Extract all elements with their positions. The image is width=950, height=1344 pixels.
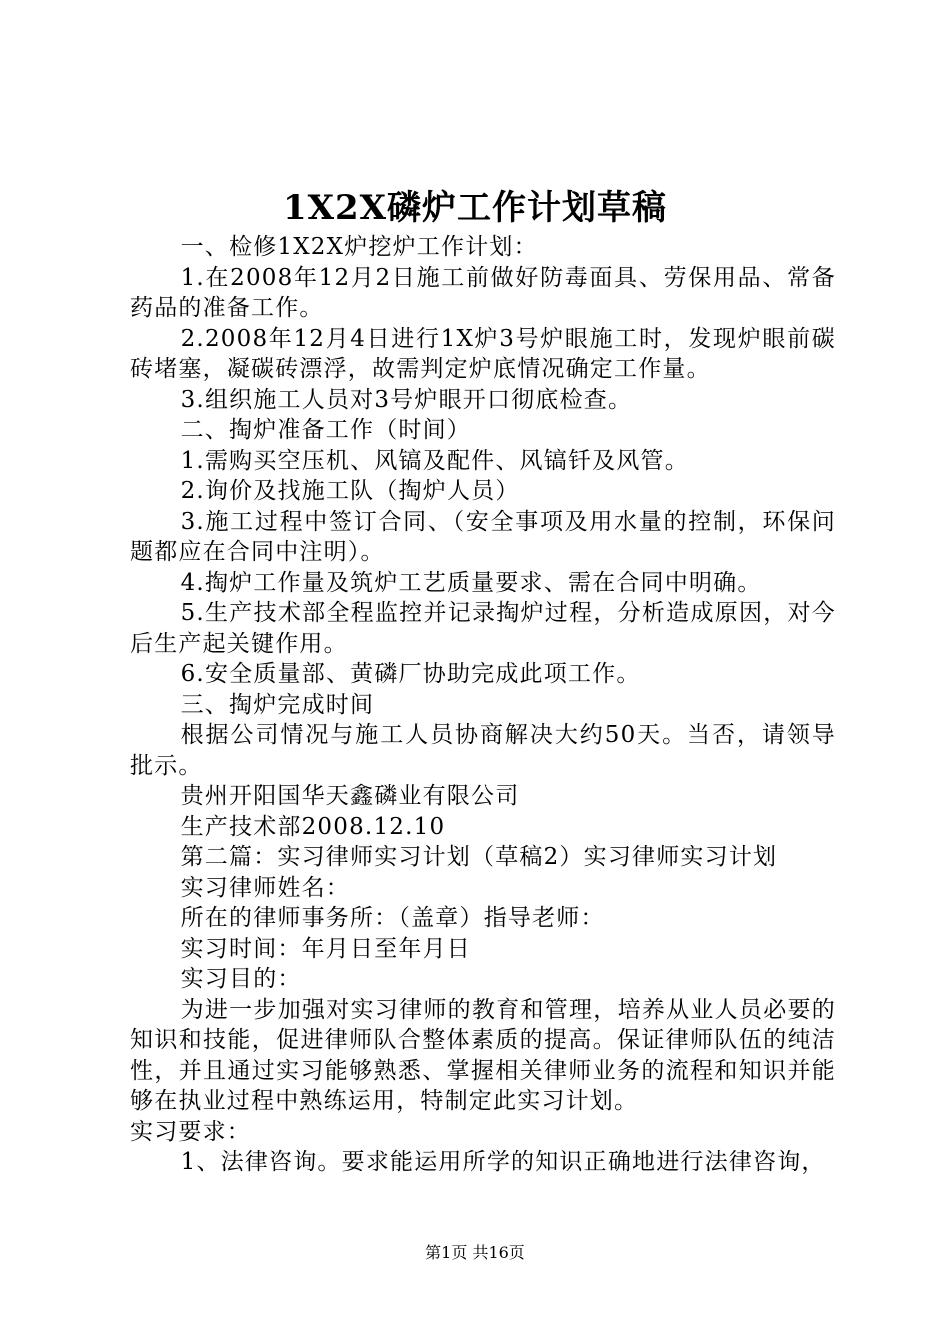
- paragraph: 1.需购买空压机、风镐及配件、风镐钎及风管。: [180, 447, 689, 474]
- page-footer: 第1页 共16页: [425, 1243, 525, 1262]
- paragraph: 为进一步加强对实习律师的教育和管理，培养从业人员必要的知识和技能，促进律师队合整体素质的提高。保证律师队伍的纯洁性，并且通过实习能够熟悉、掌握相关律师业务的流程和知识并能够在执业过程中熟练运用，特制定此实习计划。: [130, 996, 836, 1114]
- paragraph: 2.询价及找施工队（掏炉人员）: [180, 478, 520, 504]
- section-heading: 第二篇：实习律师实习计划（草稿2）实习律师实习计划: [180, 844, 778, 870]
- paragraph: 1.在2008年12月2日施工前做好防毒面具、劳保用品、常备药品的准备工作。: [130, 264, 836, 321]
- paragraph: 6.安全质量部、黄磷厂协助完成此项工作。: [180, 661, 641, 687]
- paragraph: 5.生产技术部全程监控并记录掏炉过程，分析造成原因，对今后生产起关键作用。: [130, 600, 836, 657]
- paragraph: 根据公司情况与施工人员协商解决大约50天。当否，请领导批示。: [130, 722, 836, 779]
- document-title: 1X2X磷炉工作计划草稿: [282, 188, 668, 228]
- paragraph: 实习目的：: [180, 966, 302, 992]
- paragraph: 1、法律咨询。要求能运用所学的知识正确地进行法律咨询，: [180, 1149, 826, 1175]
- section-heading: 三、掏炉完成时间: [180, 691, 375, 718]
- paragraph: 实习时间：年月日至年月日: [180, 935, 471, 962]
- paragraph: 3.组织施工人员对3号炉眼开口彻底检查。: [180, 386, 633, 413]
- paragraph: 4.掏炉工作量及筑炉工艺质量要求、需在合同中明确。: [180, 569, 762, 596]
- paragraph: 2.2008年12月4日进行1X炉3号炉眼施工时，发现炉眼前碳砖堵塞，凝碳砖漂浮，故需判定炉底情况确定工作量。: [130, 325, 836, 382]
- paragraph: 实习律师姓名：: [180, 874, 350, 901]
- paragraph: 3.施工过程中签订合同、（安全事项及用水量的控制，环保问题都应在合同中注明）。: [130, 508, 836, 565]
- section-label: 实习要求：: [130, 1118, 251, 1145]
- company-name: 贵州开阳国华天鑫磷业有限公司: [180, 783, 520, 809]
- paragraph: 所在的律师事务所：（盖章）指导老师：: [180, 905, 605, 931]
- paragraph: 一、检修1X2X炉挖炉工作计划：: [180, 234, 538, 260]
- section-heading: 二、掏炉准备工作（时间）: [180, 417, 471, 443]
- department-date: 生产技术部2008.12.10: [180, 813, 446, 840]
- document-body: [130, 232, 836, 1178]
